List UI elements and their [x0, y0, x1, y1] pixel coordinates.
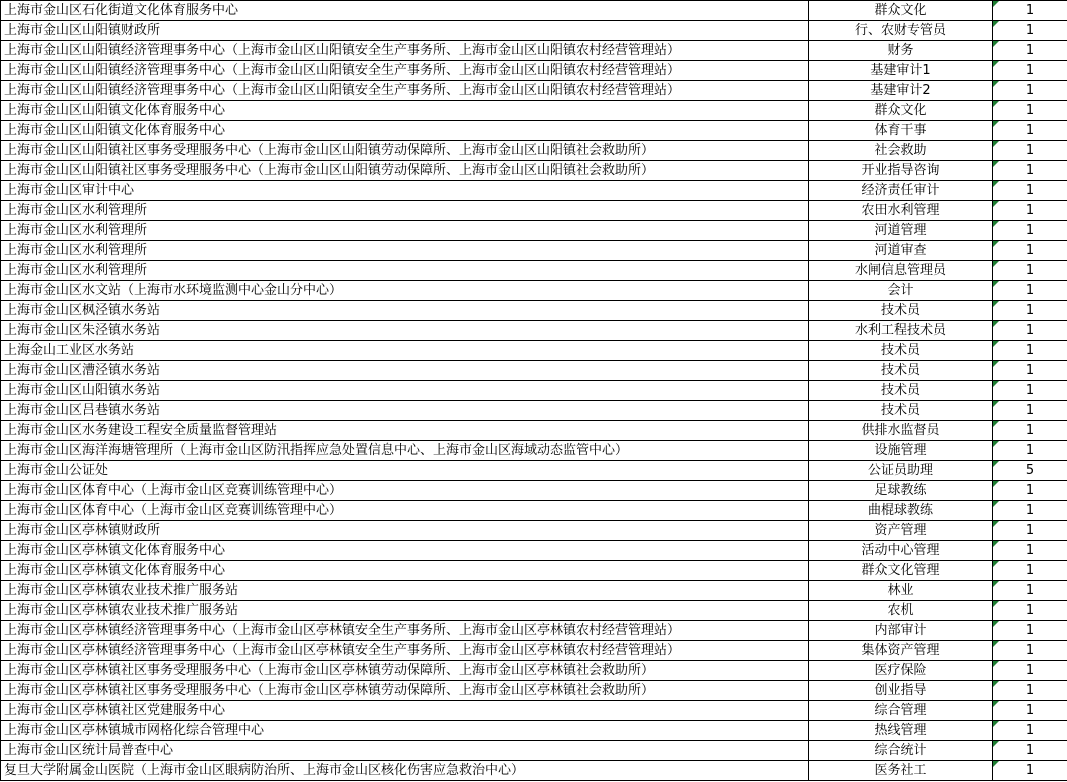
unit-name-cell[interactable]: 上海市金山区山阳镇文化体育服务中心: [1, 101, 809, 121]
unit-name-cell[interactable]: 上海市金山区亭林镇社区党建服务中心: [1, 701, 809, 721]
unit-name-cell[interactable]: 上海市金山区体育中心（上海市金山区竞赛训练管理中心）: [1, 481, 809, 501]
unit-name-cell[interactable]: 上海市金山区海洋海塘管理所（上海市金山区防汛指挥应急处置信息中心、上海市金山区海域动态监管中心）: [1, 441, 809, 461]
headcount-cell[interactable]: 1: [993, 101, 1067, 121]
unit-name-cell[interactable]: 上海市金山区山阳镇社区事务受理服务中心（上海市金山区山阳镇劳动保障所、上海市金山区山阳镇社会救助所）: [1, 161, 809, 181]
position-cell[interactable]: 河道审查: [809, 241, 993, 261]
headcount-cell[interactable]: 1: [993, 241, 1067, 261]
position-cell[interactable]: 林业: [809, 581, 993, 601]
headcount-cell[interactable]: 1: [993, 421, 1067, 441]
headcount-cell[interactable]: 1: [993, 341, 1067, 361]
position-cell[interactable]: 水闸信息管理员: [809, 261, 993, 281]
position-cell[interactable]: 技术员: [809, 361, 993, 381]
table-row: [1, 181, 1067, 201]
unit-name-cell[interactable]: 上海市金山区水务建设工程安全质量监督管理站: [1, 421, 809, 441]
unit-name-cell[interactable]: 复旦大学附属金山医院（上海市金山区眼病防治所、上海市金山区核化伤害应急救治中心）: [1, 761, 809, 781]
unit-name-cell[interactable]: 上海市金山区亭林镇财政所: [1, 521, 809, 541]
unit-name-cell[interactable]: 上海市金山区亭林镇社区事务受理服务中心（上海市金山区亭林镇劳动保障所、上海市金山区亭林镇社会救助所）: [1, 681, 809, 701]
table-row: [1, 461, 1067, 481]
position-cell[interactable]: 资产管理: [809, 521, 993, 541]
unit-name-cell[interactable]: 上海市金山区体育中心（上海市金山区竞赛训练管理中心）: [1, 501, 809, 521]
headcount-cell[interactable]: 1: [993, 501, 1067, 521]
table-row: [1, 581, 1067, 601]
table-row: [1, 321, 1067, 341]
position-cell[interactable]: 体育干事: [809, 121, 993, 141]
position-cell[interactable]: 基建审计2: [809, 81, 993, 101]
position-cell[interactable]: 曲棍球教练: [809, 501, 993, 521]
headcount-cell[interactable]: 1: [993, 21, 1067, 41]
headcount-cell[interactable]: 1: [993, 701, 1067, 721]
headcount-cell[interactable]: 1: [993, 641, 1067, 661]
unit-name-cell[interactable]: 上海市金山区山阳镇财政所: [1, 21, 809, 41]
position-cell[interactable]: 活动中心管理: [809, 541, 993, 561]
headcount-cell[interactable]: 1: [993, 681, 1067, 701]
position-cell[interactable]: 财务: [809, 41, 993, 61]
headcount-cell[interactable]: 1: [993, 321, 1067, 341]
headcount-cell[interactable]: 1: [993, 141, 1067, 161]
headcount-cell[interactable]: 1: [993, 381, 1067, 401]
unit-name-cell[interactable]: 上海市金山区水利管理所: [1, 221, 809, 241]
headcount-cell[interactable]: 1: [993, 361, 1067, 381]
table-row: [1, 121, 1067, 141]
headcount-cell[interactable]: 1: [993, 301, 1067, 321]
table-row: [1, 641, 1067, 661]
unit-name-cell[interactable]: 上海市金山区漕泾镇水务站: [1, 361, 809, 381]
position-cell[interactable]: 河道管理: [809, 221, 993, 241]
position-cell[interactable]: 基建审计1: [809, 61, 993, 81]
table-row: [1, 381, 1067, 401]
unit-name-cell[interactable]: 上海市金山区统计局普查中心: [1, 741, 809, 761]
unit-name-cell[interactable]: 上海市金山区水利管理所: [1, 241, 809, 261]
headcount-cell[interactable]: 1: [993, 1, 1067, 21]
headcount-cell[interactable]: 1: [993, 541, 1067, 561]
unit-name-cell[interactable]: 上海市金山区亭林镇经济管理事务中心（上海市金山区亭林镇安全生产事务所、上海市金山区亭林镇农村经营管理站）: [1, 621, 809, 641]
position-cell[interactable]: 医疗保险: [809, 661, 993, 681]
unit-name-cell[interactable]: 上海市金山区审计中心: [1, 181, 809, 201]
position-cell[interactable]: 技术员: [809, 401, 993, 421]
headcount-cell[interactable]: 1: [993, 481, 1067, 501]
table-row: [1, 201, 1067, 221]
headcount-cell[interactable]: 1: [993, 521, 1067, 541]
headcount-cell[interactable]: 1: [993, 741, 1067, 761]
table-row: [1, 81, 1067, 101]
headcount-cell[interactable]: 1: [993, 581, 1067, 601]
headcount-cell[interactable]: 1: [993, 261, 1067, 281]
unit-name-cell[interactable]: 上海市金山区山阳镇文化体育服务中心: [1, 121, 809, 141]
headcount-cell[interactable]: 1: [993, 761, 1067, 781]
headcount-cell[interactable]: 1: [993, 81, 1067, 101]
position-cell[interactable]: 开业指导咨询: [809, 161, 993, 181]
table-row: [1, 221, 1067, 241]
table-row: [1, 161, 1067, 181]
position-cell[interactable]: 综合管理: [809, 701, 993, 721]
unit-name-cell[interactable]: 上海市金山区山阳镇社区事务受理服务中心（上海市金山区山阳镇劳动保障所、上海市金山区山阳镇社会救助所）: [1, 141, 809, 161]
table-row: [1, 1, 1067, 21]
headcount-cell[interactable]: 1: [993, 121, 1067, 141]
table-row: [1, 561, 1067, 581]
unit-name-cell[interactable]: 上海市金山区水利管理所: [1, 201, 809, 221]
unit-name-cell[interactable]: 上海市金山公证处: [1, 461, 809, 481]
position-cell[interactable]: 技术员: [809, 301, 993, 321]
table-row: [1, 101, 1067, 121]
position-cell[interactable]: 热线管理: [809, 721, 993, 741]
table-row: [1, 421, 1067, 441]
unit-name-cell[interactable]: 上海市金山区亭林镇城市网格化综合管理中心: [1, 721, 809, 741]
position-cell[interactable]: 集体资产管理: [809, 641, 993, 661]
headcount-cell[interactable]: 1: [993, 621, 1067, 641]
unit-name-cell[interactable]: 上海市金山区水利管理所: [1, 261, 809, 281]
unit-name-cell[interactable]: 上海市金山区山阳镇经济管理事务中心（上海市金山区山阳镇安全生产事务所、上海市金山区山阳镇农村经营管理站）: [1, 61, 809, 81]
unit-name-cell[interactable]: 上海市金山区枫泾镇水务站: [1, 301, 809, 321]
unit-name-cell[interactable]: 上海市金山区亭林镇社区事务受理服务中心（上海市金山区亭林镇劳动保障所、上海市金山区亭林镇社会救助所）: [1, 661, 809, 681]
headcount-cell[interactable]: 1: [993, 201, 1067, 221]
unit-name-cell[interactable]: 上海市金山区吕巷镇水务站: [1, 401, 809, 421]
table-row: [1, 721, 1067, 741]
table-row: [1, 141, 1067, 161]
table-row: [1, 441, 1067, 461]
table-row: [1, 61, 1067, 81]
headcount-cell[interactable]: 1: [993, 441, 1067, 461]
unit-name-cell[interactable]: 上海市金山区山阳镇经济管理事务中心（上海市金山区山阳镇安全生产事务所、上海市金山区山阳镇农村经营管理站）: [1, 81, 809, 101]
unit-name-cell[interactable]: 上海市金山区亭林镇文化体育服务中心: [1, 541, 809, 561]
table-row: [1, 761, 1067, 781]
unit-name-cell[interactable]: 上海市金山区山阳镇经济管理事务中心（上海市金山区山阳镇安全生产事务所、上海市金山区山阳镇农村经营管理站）: [1, 41, 809, 61]
position-cell[interactable]: 技术员: [809, 381, 993, 401]
table-row: [1, 701, 1067, 721]
unit-name-cell[interactable]: 上海金山工业区水务站: [1, 341, 809, 361]
headcount-cell[interactable]: 1: [993, 401, 1067, 421]
table-row: [1, 661, 1067, 681]
position-cell[interactable]: 农机: [809, 601, 993, 621]
table-row: [1, 741, 1067, 761]
table-row: [1, 521, 1067, 541]
table-row: [1, 401, 1067, 421]
table-row: [1, 41, 1067, 61]
position-cell[interactable]: 技术员: [809, 341, 993, 361]
table-row: [1, 341, 1067, 361]
position-cell[interactable]: 农田水利管理: [809, 201, 993, 221]
position-cell[interactable]: 公证员助理: [809, 461, 993, 481]
headcount-cell[interactable]: 1: [993, 61, 1067, 81]
table-row: [1, 501, 1067, 521]
headcount-cell[interactable]: 1: [993, 661, 1067, 681]
unit-name-cell[interactable]: 上海市金山区亭林镇文化体育服务中心: [1, 561, 809, 581]
table-row: [1, 621, 1067, 641]
unit-name-cell[interactable]: 上海市金山区朱泾镇水务站: [1, 321, 809, 341]
position-cell[interactable]: 行、农财专管员: [809, 21, 993, 41]
table-row: [1, 241, 1067, 261]
position-cell[interactable]: 群众文化: [809, 101, 993, 121]
table-row: [1, 361, 1067, 381]
table-row: [1, 281, 1067, 301]
position-cell[interactable]: 社会救助: [809, 141, 993, 161]
table-row: [1, 681, 1067, 701]
headcount-cell[interactable]: 1: [993, 41, 1067, 61]
headcount-cell[interactable]: 1: [993, 221, 1067, 241]
headcount-cell[interactable]: 1: [993, 161, 1067, 181]
position-cell[interactable]: 供排水监督员: [809, 421, 993, 441]
headcount-cell[interactable]: 1: [993, 721, 1067, 741]
position-cell[interactable]: 群众文化管理: [809, 561, 993, 581]
unit-name-cell[interactable]: 上海市金山区亭林镇农业技术推广服务站: [1, 601, 809, 621]
position-cell[interactable]: 综合统计: [809, 741, 993, 761]
position-cell[interactable]: 足球教练: [809, 481, 993, 501]
unit-name-cell[interactable]: 上海市金山区石化街道文化体育服务中心: [1, 1, 809, 21]
position-cell[interactable]: 经济责任审计: [809, 181, 993, 201]
table-row: [1, 21, 1067, 41]
table-row: [1, 481, 1067, 501]
table-body: [1, 1, 1067, 781]
headcount-cell[interactable]: 1: [993, 281, 1067, 301]
headcount-cell[interactable]: 5: [993, 461, 1067, 481]
headcount-cell[interactable]: 1: [993, 561, 1067, 581]
position-cell[interactable]: 设施管理: [809, 441, 993, 461]
table-row: [1, 541, 1067, 561]
headcount-cell[interactable]: 1: [993, 181, 1067, 201]
position-cell[interactable]: 医务社工: [809, 761, 993, 781]
unit-name-cell[interactable]: 上海市金山区水文站（上海市水环境监测中心金山分中心）: [1, 281, 809, 301]
position-cell[interactable]: 群众文化: [809, 1, 993, 21]
table-row: [1, 601, 1067, 621]
position-cell[interactable]: 内部审计: [809, 621, 993, 641]
position-cell[interactable]: 会计: [809, 281, 993, 301]
headcount-cell[interactable]: 1: [993, 601, 1067, 621]
unit-name-cell[interactable]: 上海市金山区山阳镇水务站: [1, 381, 809, 401]
position-cell[interactable]: 水利工程技术员: [809, 321, 993, 341]
table-row: [1, 261, 1067, 281]
unit-name-cell[interactable]: 上海市金山区亭林镇农业技术推广服务站: [1, 581, 809, 601]
position-cell[interactable]: 创业指导: [809, 681, 993, 701]
table-row: [1, 301, 1067, 321]
unit-name-cell[interactable]: 上海市金山区亭林镇经济管理事务中心（上海市金山区亭林镇安全生产事务所、上海市金山区亭林镇农村经营管理站）: [1, 641, 809, 661]
